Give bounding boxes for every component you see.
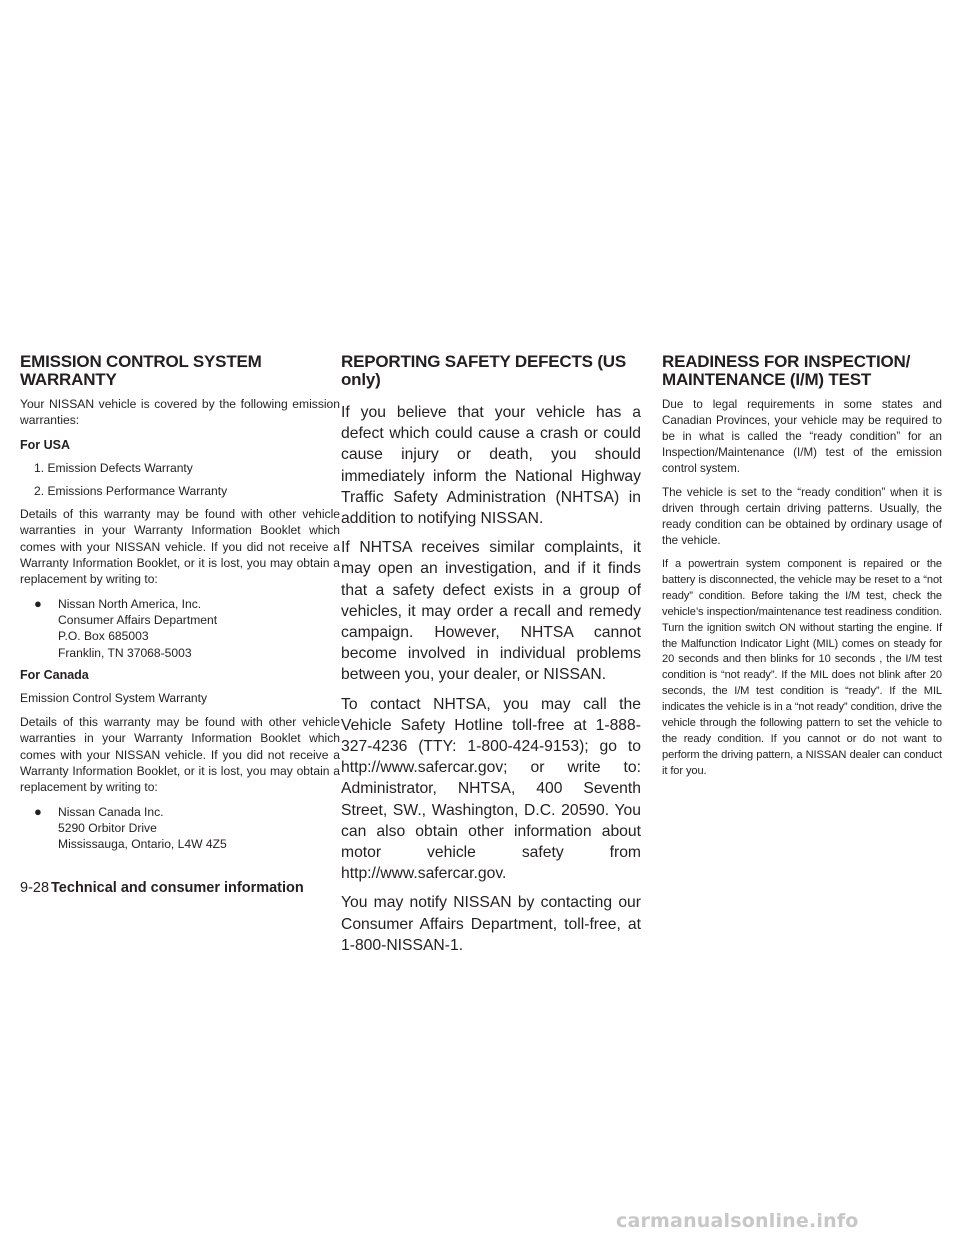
address-line: Consumer Affairs Department [58, 612, 218, 627]
body-paragraph: You may notify NISSAN by contacting our Consumer Affairs Department, toll-free, at 1-800-NISSAN-1. [341, 894, 641, 954]
footer-section-title: Technical and consumer information [51, 880, 304, 896]
list-item: 1. Emission Defects Warranty [34, 460, 193, 475]
body-paragraph: If you believe that your vehicle has a defect which could cause a crash or could cause injury or death, you should immediately inform the National Highway Traffic Safety Administration (NHTSA) in addition to notifying NISSAN. [341, 404, 641, 528]
section-heading: REPORTING SAFETY DEFECTS (US only) [341, 352, 627, 389]
page-number: 9-28 [20, 880, 50, 896]
section-heading: EMISSION CONTROL SYSTEM WARRANTY [20, 352, 262, 389]
address-line: P.O. Box 685003 [58, 629, 149, 644]
watermark: carmanualsonline.info [616, 1210, 859, 1232]
body-paragraph: To contact NHTSA, you may call the Vehicle Safety Hotline toll-free at 1-888-327-4236 (TTY: 1-800-424-9153); go to http://www.safercar.gov; or write to: Administrator, NHTSA, 400 Seventh Street, SW., Washington, D.C. 20590. You can also obtain other information about motor vehicle safety from http://www.safercar.gov. [341, 695, 641, 883]
bullet-icon: ● [34, 595, 42, 611]
canada-warranty-name: Emission Control System Warranty [20, 690, 208, 705]
emission-warranty-section [20, 353, 340, 859]
address-line: 5290 Orbitor Drive [58, 820, 157, 835]
canada-address-block [34, 804, 340, 853]
body-paragraph: If NHTSA receives similar complaints, it may open an investigation, and if it finds that a safety defect exists in a group of vehicles, it may order a recall and remedy campaign. However, NHTSA cannot become involved in individual problems between you, your dealer, or NISSAN. [341, 539, 641, 684]
usa-address-block [34, 596, 340, 661]
usa-subheading: For USA [20, 437, 70, 452]
usa-details-text: Details of this warranty may be found with other vehicle warranties in your Warranty Information Booklet which comes with your NISSAN vehicle. If you did not receive a Warranty Information Booklet, or it is lost, you may obtain a replacement by writing to: [20, 507, 340, 587]
address-line: Nissan North America, Inc. [58, 596, 202, 611]
im-test-section [662, 353, 942, 788]
body-paragraph: If a powertrain system component is repaired or the battery is disconnected, the vehicle may be reset to a “not ready” condition. Before taking the I/M test, check the vehicle’s inspection/maintenance test readiness condition. Turn the ignition switch ON without starting the engine. If the Malfunction Indicator Light (MIL) comes on steady for 20 seconds and then blinks for 10 seconds , the I/M test condition is “not ready”. If the MIL does not blink after 20 seconds, the I/M test condition is “ready”. If the MIL indicates the vehicle is in a “not ready” condition, drive the vehicle through the following pattern to set the vehicle to the ready condition. If you cannot or do not want to perform the driving pattern, a NISSAN dealer can conduct it for you. [662, 558, 942, 777]
body-paragraph: Due to legal requirements in some states and Canadian Provinces, your vehicle may be required to be in what is called the “ready condition” for an Inspection/Maintenance (I/M) test of the emission control system. [662, 398, 942, 475]
address-line: Franklin, TN 37068-5003 [58, 645, 192, 660]
bullet-icon: ● [34, 803, 42, 819]
address-line: Nissan Canada Inc. [58, 804, 164, 819]
section-heading: READINESS FOR INSPECTION/ MAINTENANCE (I/M) TEST [662, 352, 911, 389]
address-line: Mississauga, Ontario, L4W 4Z5 [58, 837, 227, 852]
canada-subheading: For Canada [20, 667, 89, 682]
list-item: 2. Emissions Performance Warranty [34, 483, 228, 498]
usa-warranty-list [20, 460, 340, 500]
page-footer [20, 879, 304, 897]
canada-details-text: Details of this warranty may be found with other vehicle warranties in your Warranty Information Booklet which comes with your NISSAN vehicle. If you did not receive a Warranty Information Booklet, or it is lost, you may obtain a replacement by writing to: [20, 715, 340, 795]
safety-defects-section [341, 353, 641, 964]
intro-text: Your NISSAN vehicle is covered by the following emission warranties: [20, 397, 340, 428]
body-paragraph: The vehicle is set to the “ready condition” when it is driven through certain driving patterns. Usually, the ready condition can be obtained by ordinary usage of the vehicle. [662, 486, 942, 547]
